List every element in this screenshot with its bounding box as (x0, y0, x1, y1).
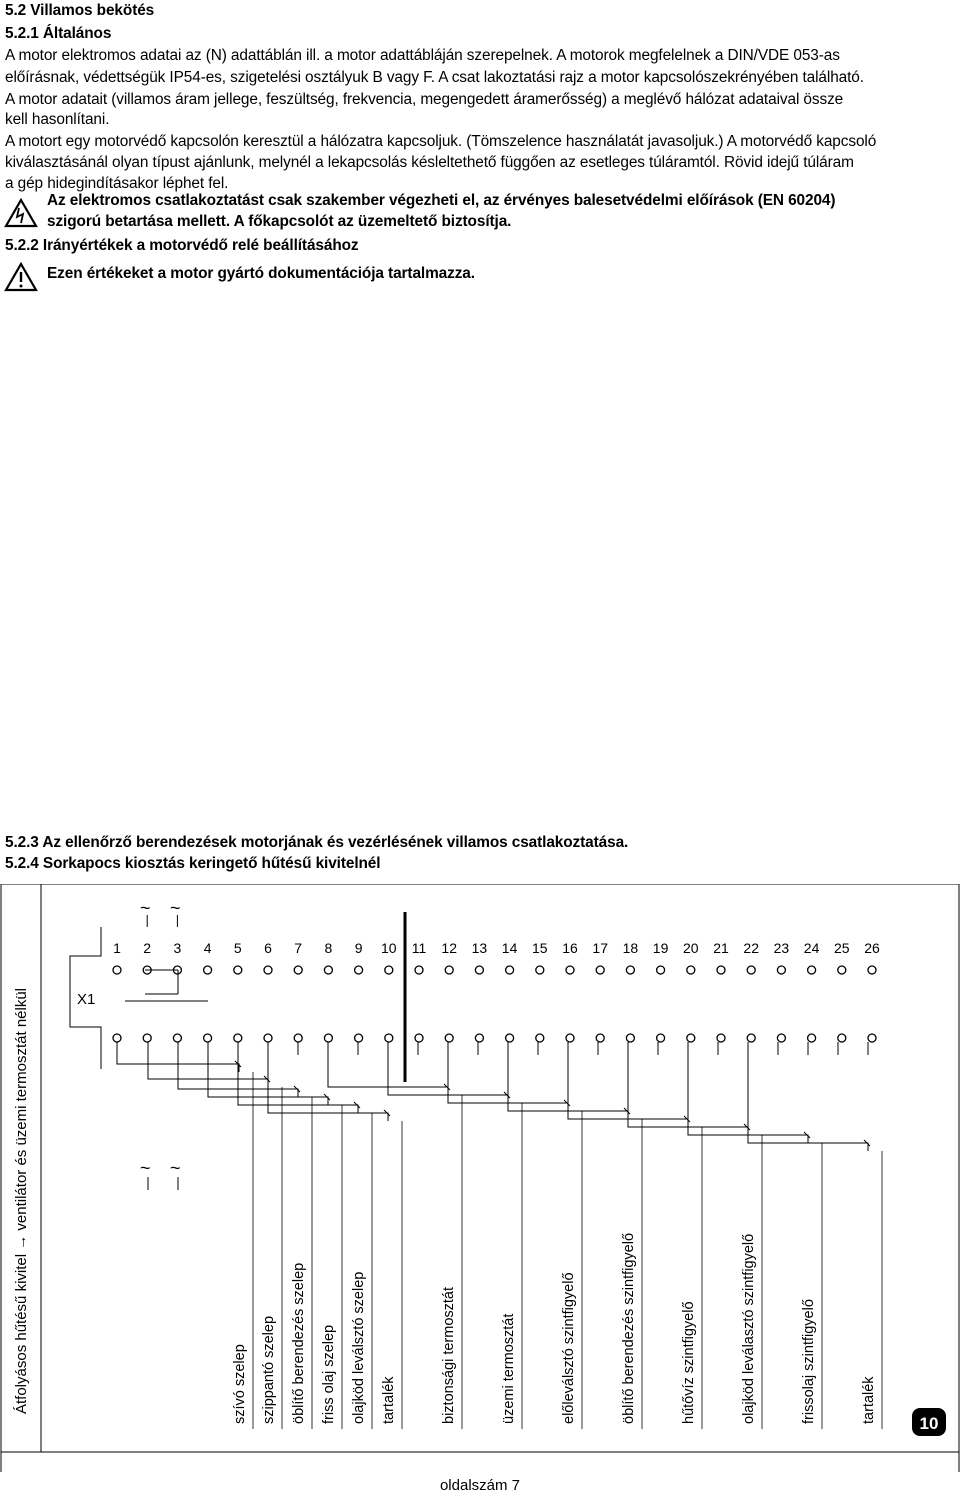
terminal-number: 14 (501, 940, 518, 956)
electric-warning-icon (4, 198, 38, 228)
terminal-bottom-contact (113, 1034, 121, 1042)
terminal-number: 1 (113, 940, 121, 956)
terminal-bottom-contact (838, 1034, 846, 1042)
terminal-bottom-contact (868, 1034, 876, 1042)
terminal-number: 8 (324, 940, 333, 956)
section-title: 5.2 Villamos bekötés (5, 2, 155, 19)
terminal-number: 17 (592, 940, 608, 956)
terminal-number: 19 (652, 940, 669, 956)
signal-wire (238, 1055, 358, 1113)
terminal-top-contact (415, 966, 423, 974)
terminal-wiring-diagram (0, 884, 960, 1472)
terminal-number: 26 (864, 940, 880, 956)
paragraph-line: kell hasonlítani. (5, 111, 110, 128)
terminal-bottom-contact (143, 1034, 151, 1042)
figure-number-badge (912, 1408, 946, 1436)
terminal-top-contact (657, 966, 665, 974)
terminal-number: 2 (143, 940, 152, 956)
terminal-top-contact (264, 966, 272, 974)
terminal-bottom-contact (536, 1034, 544, 1042)
wire-label: öblítő berendezés szintfigyelő (621, 1232, 637, 1424)
terminal-top-contact (355, 966, 363, 974)
wire-label: tartalék (381, 1376, 397, 1424)
terminal-bottom-contact (234, 1034, 242, 1042)
terminal-block-label: X1 (77, 991, 96, 1008)
wire-label: hűtővíz szintfigyelő (681, 1301, 697, 1424)
terminal-bottom-contact (657, 1034, 665, 1042)
terminal-number: 20 (683, 940, 699, 956)
subsection-terminal-layout: 5.2.4 Sorkapocs kiosztás keringető hűtésű kivitelnél (5, 855, 381, 872)
paragraph-line: előírásnak, védettségük IP54-es, szigetelési osztályuk B vagy F. A csat lakoztatási rajz a motor kapcsolószekrényében található. (5, 69, 864, 86)
terminal-number: 16 (562, 940, 578, 956)
wire-label: szippantó szelep (261, 1315, 277, 1424)
paragraph-line: a gép hidegindításakor léphet fel. (5, 175, 229, 192)
terminal-top-contact (777, 966, 785, 974)
terminal-top-contact (324, 966, 332, 974)
subsection-control-connection: 5.2.3 Az ellenőrző berendezések motorjának és vezérlésének villamos csatlakoztatása. (5, 834, 629, 851)
terminal-top-contact (626, 966, 634, 974)
terminal-number: 25 (834, 940, 850, 956)
terminal-bottom-contact (173, 1034, 181, 1042)
terminal-top-contact (838, 966, 846, 974)
terminal-bottom-contact (445, 1034, 453, 1042)
terminal-top-contact (234, 966, 242, 974)
warning-text: Ezen értékeket a motor gyártó dokumentációja tartalmazza. (47, 265, 475, 282)
wire-label: olajköd leválsztó szelep (351, 1271, 367, 1424)
terminal-bottom-contact (475, 1034, 483, 1042)
subsection-motor-relay: 5.2.2 Irányértékek a motorvédő relé beállításához (5, 237, 359, 254)
terminal-top-contact (475, 966, 483, 974)
terminal-top-contact (385, 966, 393, 974)
wire-label: öblítő berendezés szelep (291, 1262, 307, 1424)
terminal-bottom-contact (747, 1034, 755, 1042)
terminal-top-contact (717, 966, 725, 974)
wire-label: üzemi termosztát (501, 1313, 517, 1424)
terminal-top-contact (596, 966, 604, 974)
terminal-number: 23 (773, 940, 790, 956)
exclamation-warning-icon (4, 262, 38, 292)
terminal-top-contact (506, 966, 514, 974)
wire-label: frissolaj szintfigyelő (801, 1299, 817, 1424)
terminal-top-contact (204, 966, 212, 974)
terminal-top-contact (687, 966, 695, 974)
wire-label: olajköd leválasztó szintfigyelő (741, 1233, 757, 1424)
terminal-bottom-contact (717, 1034, 725, 1042)
wire-label: előleválsztó szintfigyelő (561, 1272, 577, 1424)
terminal-number: 22 (743, 940, 759, 956)
terminal-top-contact (566, 966, 574, 974)
terminal-number: 10 (381, 940, 397, 956)
terminal-bottom-contact (566, 1034, 574, 1042)
terminal-top-contact (294, 966, 302, 974)
paragraph-line: A motort egy motorvédő kapcsolón keresztül a hálózatra kapcsoljuk. (Tömszelence használatát javasoljuk.) A motorvédő kapcsoló (5, 133, 877, 150)
terminal-top-contact (113, 966, 121, 974)
terminal-top-contact (808, 966, 816, 974)
terminal-number: 15 (532, 940, 548, 956)
diagram-side-label: Átfolyásos hűtésű kivitel → ventilátor és üzemi termosztát nélkül (13, 987, 30, 1414)
terminal-top-contact (536, 966, 544, 974)
terminal-number: 4 (203, 940, 212, 956)
wire-label: szívó szelep (232, 1344, 248, 1424)
warning-text: Az elektromos csatlakoztatást csak szakember végezheti el, az érvényes balesetvédelmi előírások (EN 60204) (47, 192, 836, 209)
terminal-top-contact (445, 966, 453, 974)
wire-label: biztonsági termosztát (441, 1286, 457, 1424)
terminal-number: 13 (471, 940, 488, 956)
terminal-number: 11 (411, 940, 427, 956)
terminal-bottom-contact (204, 1034, 212, 1042)
paragraph-line: kiválasztásánál olyan típust ajánlunk, melynél a lekapcsolás késleltethető függően az esetleges túláramtól. Rövid idejű túláram (5, 154, 854, 171)
terminal-bottom-contact (385, 1034, 393, 1042)
terminal-bottom-contact (294, 1034, 302, 1042)
subsection-general: 5.2.1 Általános (5, 25, 112, 42)
terminal-bottom-contact (506, 1034, 514, 1042)
terminal-top-contact (868, 966, 876, 974)
page-number: oldalszám 7 (439, 1477, 521, 1494)
terminal-number: 9 (354, 940, 363, 956)
tilde-symbol: ~ (170, 1158, 181, 1178)
terminal-bottom-contact (777, 1034, 785, 1042)
terminal-bottom-contact (687, 1034, 695, 1042)
paragraph-line: A motor elektromos adatai az (N) adattáblán ill. a motor adattábláján szerepelnek. A motorok megfelelnek a DIN/VDE 053-as (5, 47, 840, 64)
terminal-number: 3 (173, 940, 182, 956)
terminal-bottom-contact (264, 1034, 272, 1042)
terminal-number: 6 (264, 940, 272, 956)
terminal-number: 24 (803, 940, 820, 956)
terminal-bottom-contact (808, 1034, 816, 1042)
terminal-number: 21 (713, 940, 729, 956)
terminal-number: 12 (441, 940, 457, 956)
warning-text: szigorú betartása mellett. A főkapcsolót az üzemeltető biztosítja. (47, 213, 512, 230)
terminal-number: 5 (233, 940, 242, 956)
terminal-bottom-contact (596, 1034, 604, 1042)
paragraph-line: A motor adatait (villamos áram jellege, feszültség, frekvencia, megengedett áramerősség) a meglévő hálózat adataival össze (5, 91, 844, 108)
tilde-symbol: ~ (170, 898, 181, 918)
tilde-symbol: ~ (140, 1158, 151, 1178)
terminal-top-contact (747, 966, 755, 974)
wire-label: friss olaj szelep (321, 1324, 337, 1424)
terminal-bottom-contact (355, 1034, 363, 1042)
terminal-bottom-contact (626, 1034, 634, 1042)
terminal-bottom-contact (324, 1034, 332, 1042)
wire-label: tartalék (861, 1376, 877, 1424)
figure-number: 10 (919, 1414, 939, 1433)
terminal-bottom-contact (415, 1034, 423, 1042)
tilde-symbol: ~ (140, 898, 151, 918)
terminal-number: 18 (622, 940, 639, 956)
terminal-number: 7 (294, 940, 303, 956)
